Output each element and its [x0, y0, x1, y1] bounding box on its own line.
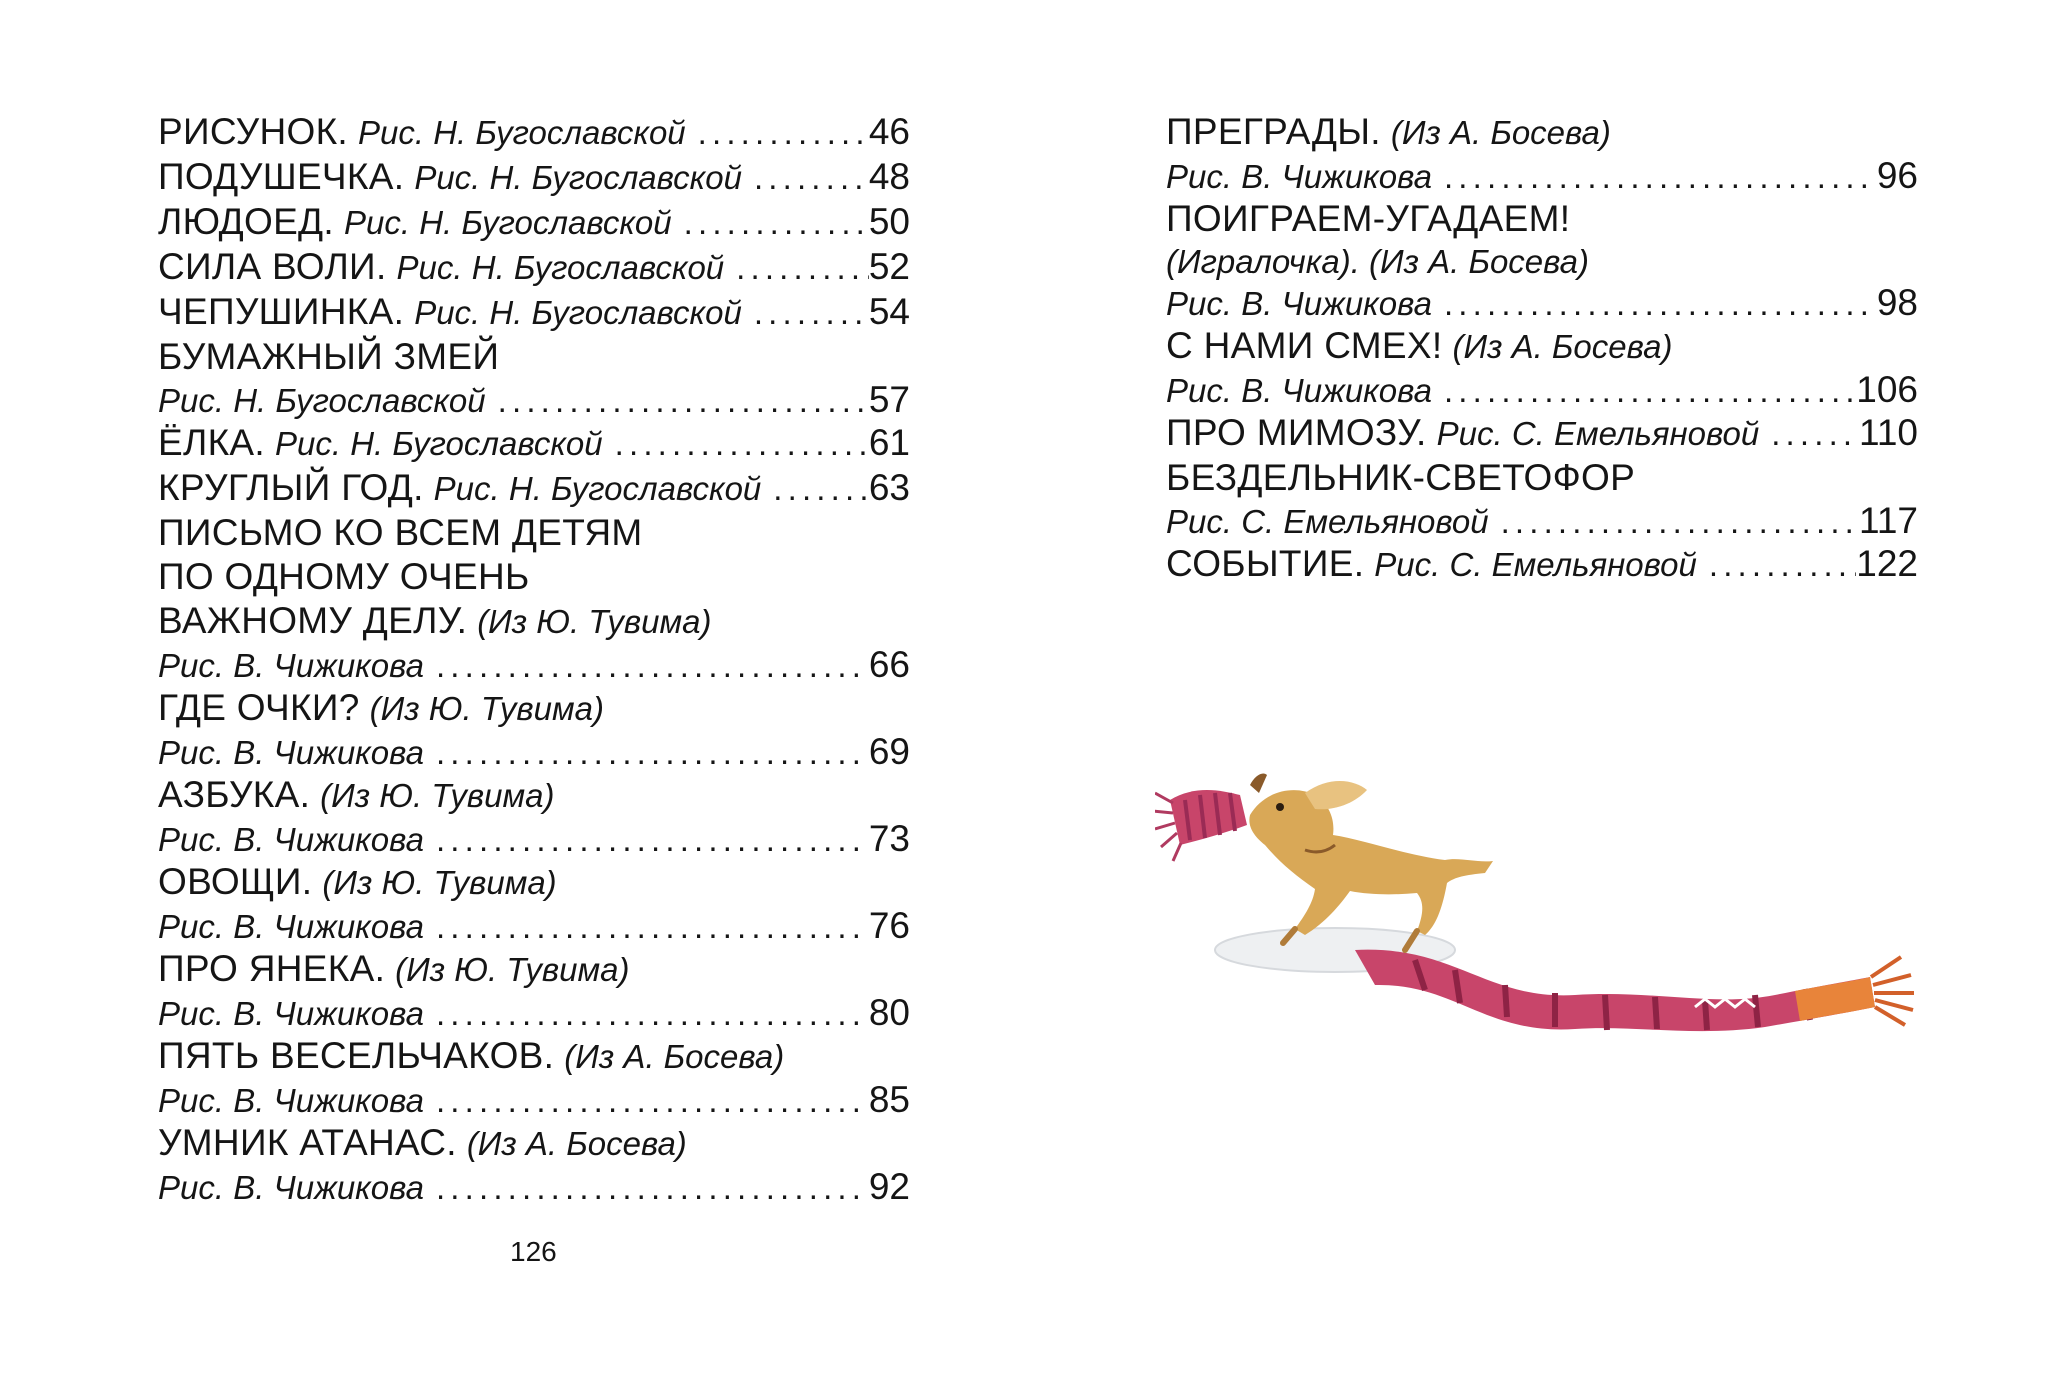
toc-line — [158, 511, 910, 555]
toc-entry — [158, 421, 910, 466]
toc-title: ПЯТЬ ВЕСЕЛЬЧАКОВ. — [158, 1035, 555, 1076]
toc-line — [158, 1166, 910, 1208]
dot-leader — [1432, 156, 1877, 197]
page-number: 126 — [510, 1236, 557, 1267]
toc-entry — [158, 947, 910, 1034]
dot-leader — [603, 422, 869, 466]
toc-page-number: 57 — [868, 379, 910, 420]
toc-entry — [158, 686, 910, 773]
dot-leader — [686, 111, 869, 155]
toc-page-number: 76 — [868, 905, 910, 946]
toc-credit: Рис. В. Чижикова — [158, 908, 424, 945]
toc-line — [158, 947, 910, 992]
toc-line — [158, 773, 910, 818]
toc-credit: (Из Ю. Тувима) — [320, 777, 555, 814]
toc-line — [158, 421, 910, 466]
toc-entry — [1166, 324, 1918, 411]
toc-entry — [158, 335, 910, 421]
dot-leader — [424, 993, 869, 1034]
toc-page-number: 106 — [1856, 369, 1918, 410]
toc-credit: Рис. Н. Бугославской — [396, 249, 725, 286]
toc-entry — [158, 155, 910, 200]
toc-page-number: 50 — [868, 201, 910, 242]
toc-credit: Рис. В. Чижикова — [1166, 372, 1432, 409]
dot-leader — [1432, 370, 1856, 411]
toc-credit: Рис. Н. Бугославской — [158, 382, 486, 419]
toc-entry — [1166, 456, 1918, 542]
toc-line — [158, 555, 910, 599]
toc-line — [1166, 282, 1918, 324]
toc-credit: (Из А. Босева) — [1390, 114, 1611, 151]
toc-credit: Рис. В. Чижикова — [158, 1169, 424, 1206]
scarf-fringe-right — [1871, 957, 1914, 1025]
toc-entry — [158, 466, 910, 511]
dot-leader — [424, 819, 869, 860]
toc-title: ПРЕГРАДЫ. — [1166, 111, 1381, 152]
dot-leader — [761, 467, 869, 511]
toc-line — [1166, 241, 1918, 282]
toc-title: ОВОЩИ. — [158, 861, 313, 902]
toc-credit: (Из Ю. Тувима) — [322, 864, 557, 901]
toc-credit: (Из Ю. Тувима) — [395, 951, 630, 988]
toc-title: СИЛА ВОЛИ. — [158, 246, 387, 287]
scarf-end-held — [1170, 790, 1247, 845]
dot-leader — [742, 156, 869, 200]
toc-title: ЧЕПУШИНКА. — [158, 291, 405, 332]
toc-line — [158, 599, 910, 644]
toc-credit: Рис. С. Емельяновой — [1374, 546, 1697, 583]
toc-credit: (Игралочка). (Из А. Босева) — [1166, 243, 1590, 280]
toc-title: С НАМИ СМЕХ! — [1166, 325, 1443, 366]
toc-line — [158, 245, 910, 290]
toc-left-column — [158, 110, 910, 1208]
toc-line — [1166, 324, 1918, 369]
toc-page-number: 85 — [868, 1079, 910, 1120]
toc-line — [158, 1034, 910, 1079]
toc-line — [1166, 411, 1918, 456]
toc-line — [158, 1079, 910, 1121]
toc-entry — [158, 1034, 910, 1121]
toc-entry — [1166, 110, 1918, 197]
toc-title: БУМАЖНЫЙ ЗМЕЙ — [158, 336, 500, 377]
toc-credit: Рис. С. Емельяновой — [1436, 415, 1760, 452]
toc-credit: Рис. Н. Бугославской — [358, 114, 686, 151]
toc-page-number: 46 — [868, 111, 910, 152]
toc-page-number: 98 — [1876, 282, 1918, 323]
toc-line — [158, 905, 910, 947]
toc-entry — [158, 290, 910, 335]
toc-line — [158, 290, 910, 335]
dot-leader — [424, 1080, 869, 1121]
toc-line — [158, 992, 910, 1034]
dot-leader — [424, 732, 869, 773]
toc-line — [158, 200, 910, 245]
toc-page-number: 73 — [868, 818, 910, 859]
toc-page-number: 110 — [1859, 412, 1918, 453]
toc-title: УМНИК АТАНАС. — [158, 1122, 457, 1163]
toc-line — [158, 335, 910, 379]
toc-line — [158, 466, 910, 511]
toc-credit: (Из Ю. Тувима) — [477, 603, 712, 640]
toc-entry — [158, 245, 910, 290]
dot-leader — [672, 201, 869, 245]
toc-page-number: 122 — [1856, 543, 1918, 584]
toc-credit: Рис. В. Чижикова — [158, 821, 424, 858]
toc-page-number: 61 — [868, 422, 910, 463]
toc-line — [1166, 197, 1918, 241]
toc-page-number: 69 — [868, 731, 910, 772]
toc-title: ГДЕ ОЧКИ? — [158, 687, 360, 728]
toc-credit: Рис. В. Чижикова — [158, 1082, 424, 1119]
toc-line — [158, 110, 910, 155]
toc-page-number: 66 — [868, 644, 910, 685]
toc-line — [1166, 500, 1918, 542]
toc-credit: (Из А. Босева) — [1452, 328, 1673, 365]
dot-leader — [724, 246, 869, 290]
toc-title: СОБЫТИЕ. — [1166, 543, 1365, 584]
toc-page-number: 117 — [1859, 500, 1918, 541]
toc-credit: Рис. В. Чижикова — [158, 995, 424, 1032]
toc-line — [158, 1121, 910, 1166]
toc-line — [1166, 155, 1918, 197]
toc-credit: Рис. Н. Бугославской — [414, 159, 742, 196]
toc-line — [158, 686, 910, 731]
toc-line — [158, 818, 910, 860]
dot-leader — [424, 906, 869, 947]
toc-entry — [158, 773, 910, 860]
dot-leader — [486, 380, 869, 421]
toc-title: ПРО ЯНЕКА. — [158, 948, 386, 989]
toc-entry — [1166, 542, 1918, 587]
dot-leader — [742, 291, 869, 335]
toc-credit: Рис. В. Чижикова — [1166, 158, 1432, 195]
toc-page-number: 96 — [1876, 155, 1918, 196]
toc-credit: Рис. Н. Бугославской — [433, 470, 762, 507]
toc-title: ПОДУШЕЧКА. — [158, 156, 405, 197]
toc-page-number: 48 — [868, 156, 910, 197]
toc-title: КРУГЛЫЙ ГОД. — [158, 467, 424, 508]
scarf-body — [1355, 950, 1875, 1031]
toc-page-number: 80 — [868, 992, 910, 1033]
toc-right-column — [1166, 110, 1918, 587]
dot-leader — [1759, 412, 1859, 456]
toc-entry — [158, 1121, 910, 1208]
toc-credit: (Из А. Босева) — [466, 1125, 687, 1162]
toc-credit: Рис. Н. Бугославской — [275, 425, 603, 462]
toc-entry — [158, 860, 910, 947]
toc-entry — [1166, 411, 1918, 456]
toc-title: РИСУНОК. — [158, 111, 349, 152]
toc-line — [158, 860, 910, 905]
dot-leader — [1697, 543, 1856, 587]
toc-page-number: 52 — [868, 246, 910, 287]
dog-figure — [1249, 773, 1493, 950]
toc-title: ВАЖНОМУ ДЕЛУ. — [158, 600, 468, 641]
toc-entry — [158, 511, 910, 686]
toc-title: АЗБУКА. — [158, 774, 311, 815]
toc-page-number: 92 — [868, 1166, 910, 1207]
toc-line — [1166, 369, 1918, 411]
toc-title: ПИСЬМО КО ВСЕМ ДЕТЯМ — [158, 512, 643, 553]
toc-line — [1166, 456, 1918, 500]
toc-line — [158, 731, 910, 773]
dot-leader — [424, 645, 869, 686]
toc-credit: (Из А. Босева) — [564, 1038, 785, 1075]
toc-credit: (Из Ю. Тувима) — [369, 690, 604, 727]
toc-entry — [1166, 197, 1918, 324]
toc-credit: Рис. Н. Бугославской — [344, 204, 672, 241]
toc-credit: Рис. В. Чижикова — [158, 647, 424, 684]
toc-entry — [158, 200, 910, 245]
toc-line — [158, 644, 910, 686]
toc-line — [1166, 542, 1918, 587]
toc-line — [158, 379, 910, 421]
toc-line — [158, 155, 910, 200]
toc-page-number: 54 — [868, 291, 910, 332]
dot-leader — [1432, 283, 1877, 324]
toc-page-number: 63 — [868, 467, 910, 508]
toc-credit: Рис. Н. Бугославской — [414, 294, 742, 331]
toc-title: ПОИГРАЕМ-УГАДАЕМ! — [1166, 198, 1571, 239]
dog-with-scarf-illustration — [1155, 745, 1935, 1050]
toc-title: ПО ОДНОМУ ОЧЕНЬ — [158, 556, 530, 597]
toc-entry — [158, 110, 910, 155]
toc-title: ЛЮДОЕД. — [158, 201, 334, 242]
toc-credit: Рис. В. Чижикова — [1166, 285, 1432, 322]
toc-title: ПРО МИМОЗУ. — [1166, 412, 1427, 453]
toc-line — [1166, 110, 1918, 155]
toc-credit: Рис. В. Чижикова — [158, 734, 424, 771]
toc-title: БЕЗДЕЛЬНИК-СВЕТОФОР — [1166, 457, 1636, 498]
dot-leader — [1489, 501, 1859, 542]
toc-title: ЁЛКА. — [158, 422, 265, 463]
toc-credit: Рис. С. Емельяновой — [1166, 503, 1489, 540]
dot-leader — [424, 1167, 869, 1208]
